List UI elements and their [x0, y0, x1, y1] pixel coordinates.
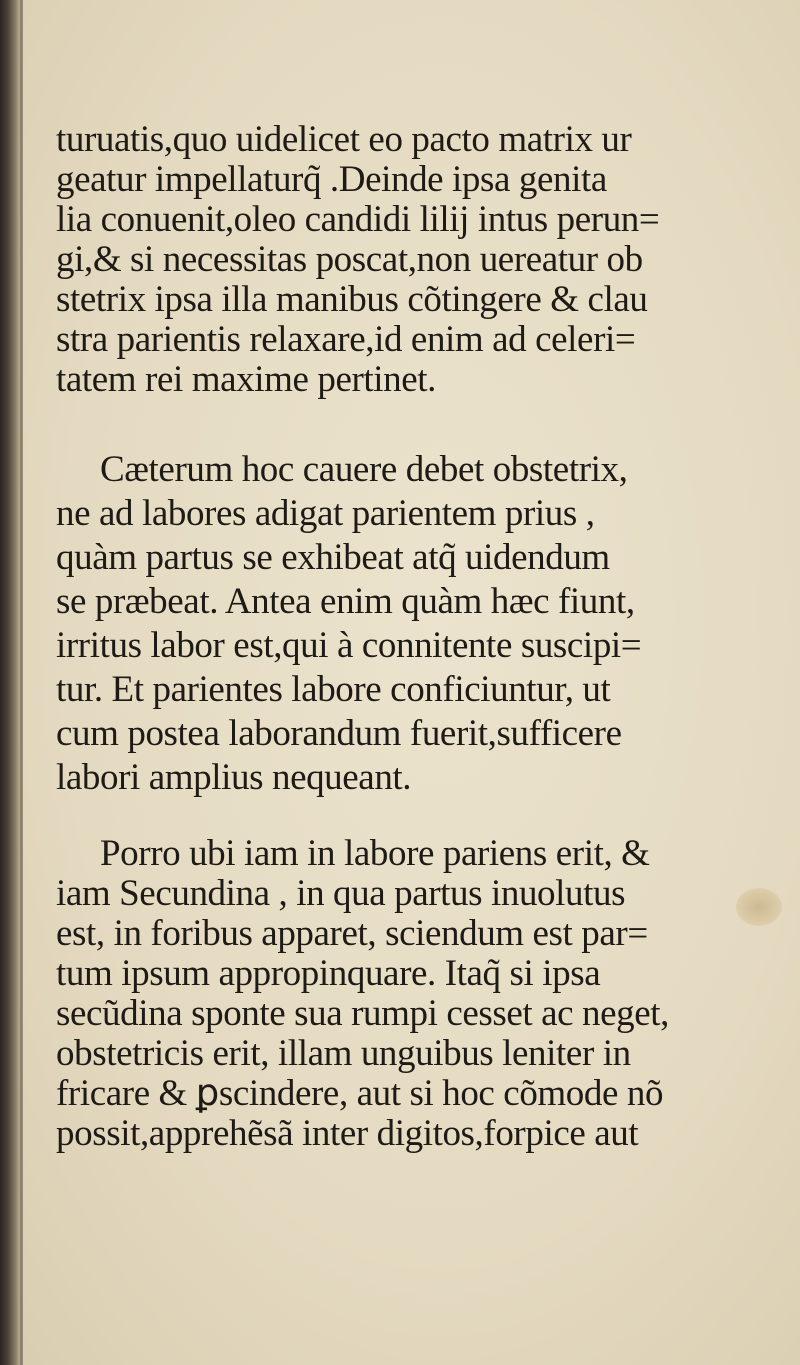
text-line: turuatis,quo uidelicet eo pacto matrix ur	[56, 119, 632, 160]
text-line: iam Secundina , in qua partus inuolutus	[56, 873, 626, 914]
text-line: gi,& si necessitas poscat,non uereatur ob	[56, 239, 643, 280]
text-line: Porro ubi iam in labore pariens erit, &	[100, 833, 650, 874]
gutter-shadow	[20, 0, 23, 1365]
text-line: cum postea laborandum fuerit,sufficere	[56, 713, 622, 754]
text-line: labori amplius nequeant.	[56, 757, 412, 798]
text-line: possit,apprehẽsã inter digitos,forpice aut	[56, 1113, 639, 1154]
text-line: irritus labor est,qui à connitente suscipi=	[56, 625, 642, 666]
text-line: quàm partus se exhibeat atq̃ uidendum	[56, 537, 610, 578]
binding-edge	[0, 0, 22, 1365]
text-line: lia conuenit,oleo candidi lilij intus perun=	[56, 199, 660, 240]
text-line: ne ad labores adigat parientem prius ,	[56, 493, 595, 534]
text-line: stetrix ipsa illa manibus cõtingere & clau	[56, 279, 648, 320]
text-line: obstetricis erit, illam unguibus leniter in	[56, 1033, 631, 1074]
text-line: est, in foribus apparet, sciendum est par=	[56, 913, 648, 954]
paper-stain	[736, 888, 782, 926]
text-line: secũdina sponte sua rumpi cesset ac neget,	[56, 993, 670, 1034]
text-line: tur. Et parientes labore conficiuntur, ut	[56, 669, 611, 710]
text-line: stra parientis relaxare,id enim ad celeri=	[56, 319, 636, 360]
text-line: tatem rei maxime pertinet.	[56, 359, 436, 400]
text-line: Cæterum hoc cauere debet obstetrix,	[100, 449, 628, 490]
text-line: tum ipsum appropinquare. Itaq̃ si ipsa	[56, 953, 601, 994]
text-line: geatur impellaturq̃ .Deinde ipsa genita	[56, 159, 607, 200]
text-line: se præbeat. Antea enim quàm hæc fiunt,	[56, 581, 635, 622]
text-line: fricare & ꝑscindere, aut si hoc cõmode nõ	[56, 1073, 664, 1114]
